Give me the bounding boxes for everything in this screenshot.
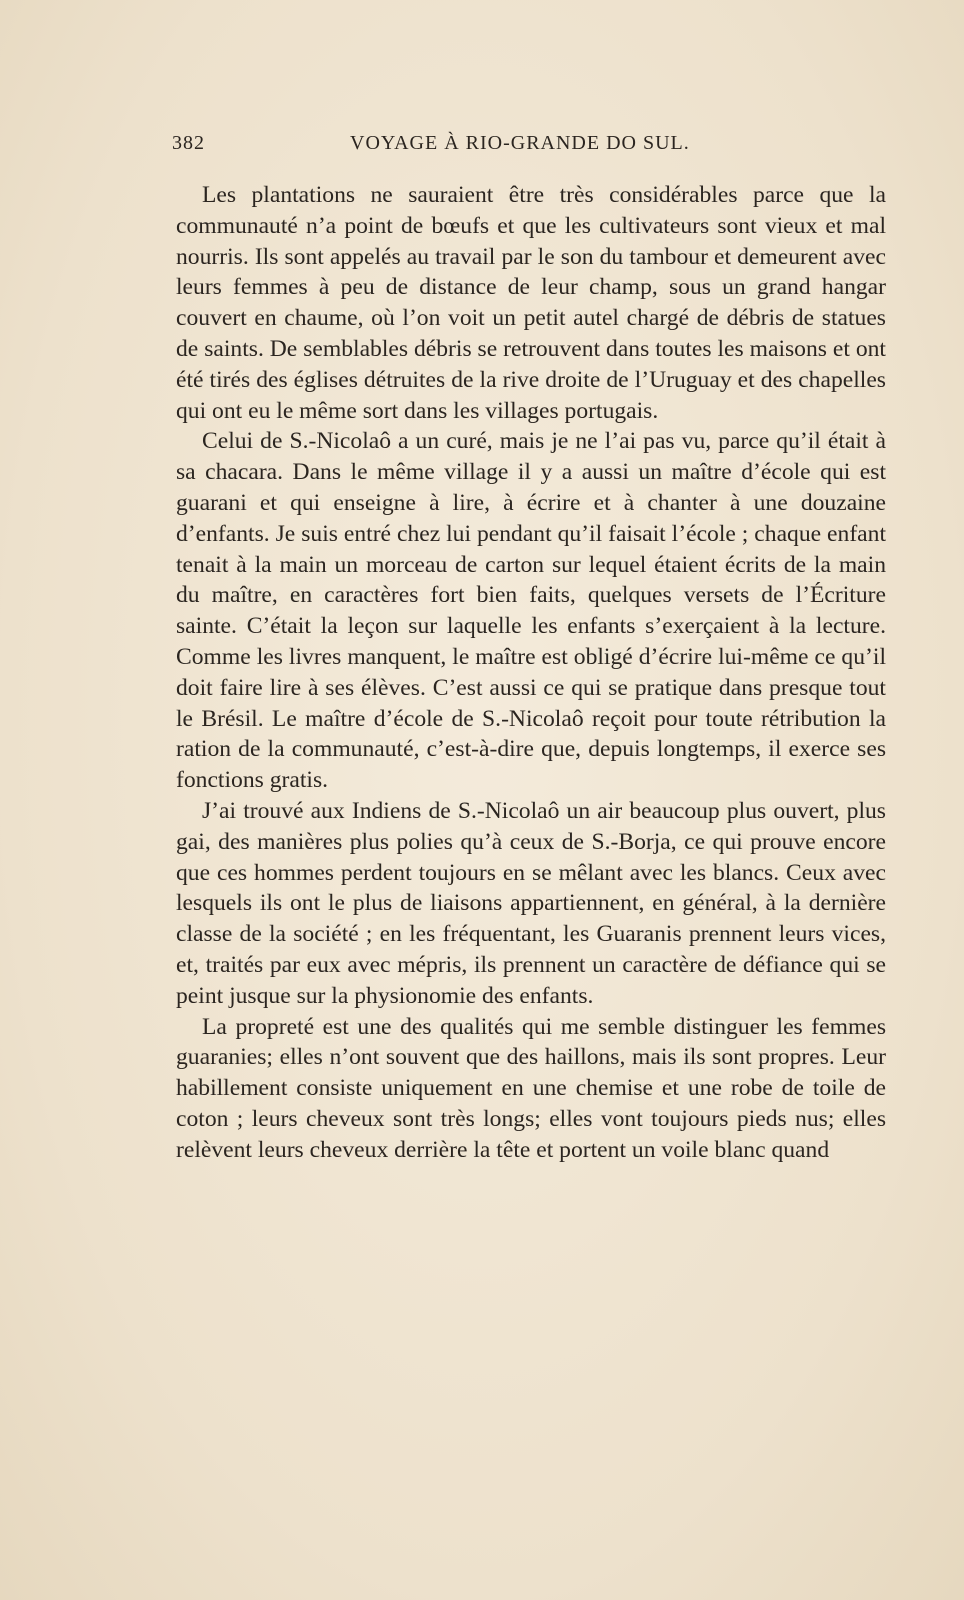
paragraph-school: Celui de S.-Nicolaô a un curé, mais je ne l’ai pas vu, parce qu’il était à sa chacara. Dans le même village il y a aussi un maître d’école qui est guarani et qui enseigne à lire, à écrire et à chanter à une douzaine d’enfants. Je suis entré chez lui pendant qu’il faisait l’école ; chaque enfant tenait à la main un morceau de carton sur lequel étaient écrits de la main du maître, en caractères fort bien faits, quelques versets de l’Écriture sainte. C’était la leçon sur laquelle les enfants s’exerçaient à la lecture. Comme les livres manquent, le maître est obligé d’écrire lui-même ce qu’il doit faire lire à ses élèves. C’est aussi ce qui se pratique dans presque tout le Brésil. Le maître d’école de S.-Nicolaô reçoit pour toute rétribution la ration de la communauté, c’est-à-dire que, depuis longtemps, il exerce ses fonctions gratis. — [176, 428, 886, 794]
paragraph-indians: J’ai trouvé aux Indiens de S.-Nicolaô un air beaucoup plus ouvert, plus gai, des manières plus polies qu’à ceux de S.-Borja, ce qui prouve encore que ces hommes perdent toujours en se mêlant avec les blancs. Ceux avec lesquels ils ont le plus de liaisons appartiennent, en général, à la dernière classe de la société ; en les fréquentant, les Guaranis prennent leurs vices, et, traités par eux avec mépris, ils prennent un caractère de défiance qui se peint jusque sur la physionomie des enfants. — [176, 797, 886, 1009]
page-number: 382 — [172, 132, 205, 154]
page-header — [172, 132, 884, 162]
body-text — [176, 180, 886, 1166]
paragraph-plantations: Les plantations ne sauraient être très considérables parce que la communauté n’a point de bœufs et que les cultivateurs sont vieux et mal nourris. Ils sont appelés au travail par le son du tambour et demeurent avec leurs femmes à peu de distance de leur champ, sous un grand hangar couvert en chaume, où l’on voit un petit autel chargé de débris de statues de saints. De semblables débris se retrouvent dans toutes les maisons et ont été tirés des églises détruites de la rive droite de l’Uruguay et des chapelles qui ont eu le même sort dans les villages portugais. — [176, 182, 886, 424]
running-title: VOYAGE À RIO-GRANDE DO SUL. — [350, 132, 690, 154]
paragraph-women: La propreté est une des qualités qui me semble distinguer les femmes guaranies; elles n’ont souvent que des haillons, mais ils sont propres. Leur habillement consiste uniquement en une chemise et une robe de toile de coton ; leurs cheveux sont très longs; elles vont toujours pieds nus; elles relèvent leurs cheveux derrière la tête et portent un voile blanc quand — [176, 1013, 886, 1163]
